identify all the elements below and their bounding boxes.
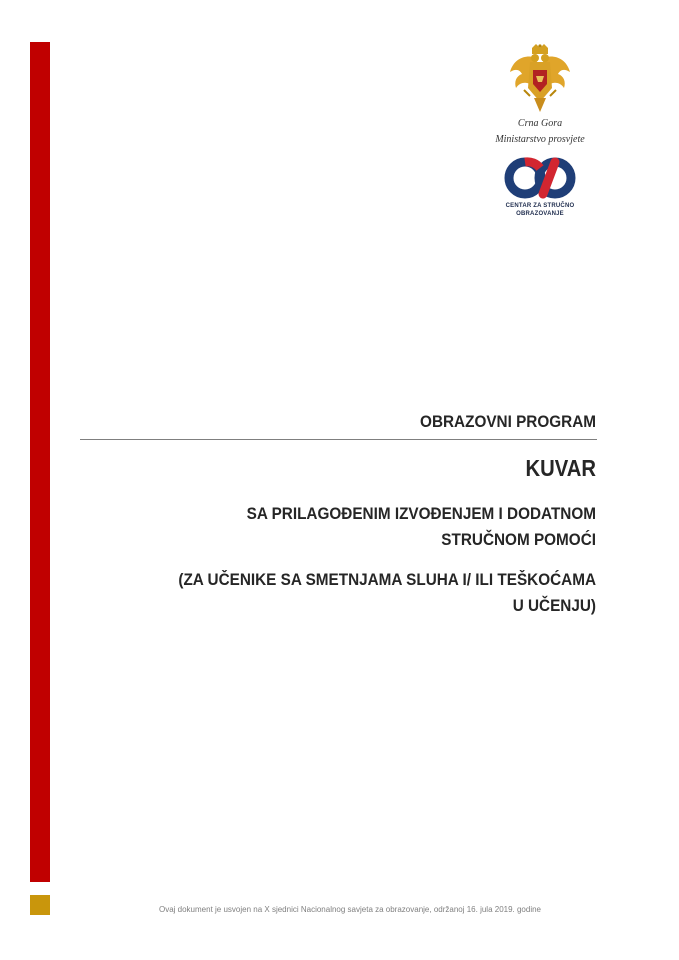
cso-name-line2: OBRAZOVANJE [516,211,564,217]
cso-logo-icon [503,156,577,200]
target-group-line: U UČENJU) [512,596,596,615]
divider-rule [80,439,597,440]
document-title: KUVAR [525,455,596,481]
adoption-note: Ovaj dokument je usvojen na X sjednici Nacionalnog savjeta za obrazovanje, održanoj 16. jula 2019. godine [158,905,542,914]
program-label: OBRAZOVNI PROGRAM [420,412,596,431]
target-group-line: (ZA UČENIKE SA SMETNJAMA SLUHA I/ ILI TEŠKOĆAMA [178,570,596,589]
subtitle-line: STRUČNOM POMOĆI [441,530,596,549]
gov-name-line: Crna Gora [517,118,563,129]
coat-of-arms-icon [508,44,572,114]
ministry-name-line: Ministarstvo prosvjete [495,134,585,145]
subtitle-block [132,501,596,553]
logo-block [470,40,610,230]
subtitle-line: SA PRILAGOĐENIM IZVOĐENJEM I DODATNOM [246,504,596,523]
cso-name-line1: CENTAR ZA STRUČNO [505,203,575,209]
gold-accent-square [30,895,50,915]
red-accent-bar [30,42,50,882]
target-group-block [132,567,596,619]
